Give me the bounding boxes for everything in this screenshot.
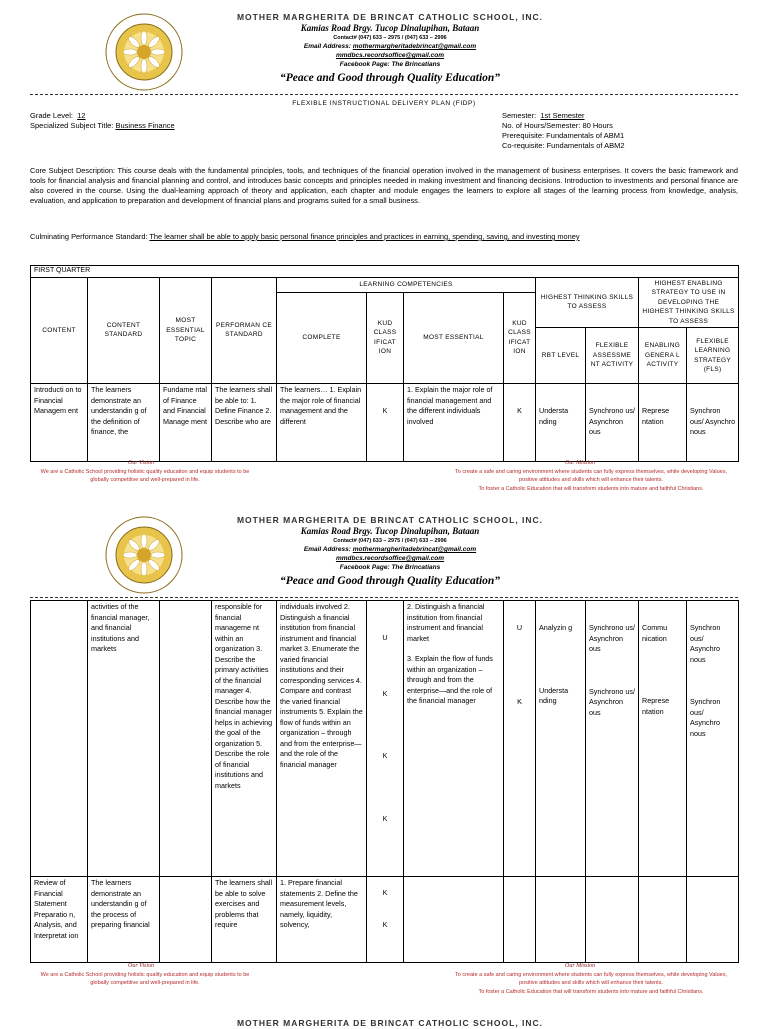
mission-text-2: To foster a Catholic Education that will transform students into mature and faithful Christians. (478, 486, 704, 492)
vision-text: We are a Catholic School providing holistic quality education and equip students to be globally competitive and well-prepared in life. (40, 972, 250, 986)
cell-content: Introducti on to Financial Managem ent (31, 384, 88, 462)
cell-content: Review of Financial Statement Preparatio n, Analysis, and Interpretat ion (31, 877, 88, 963)
cell-topic (160, 877, 212, 963)
table-row (31, 601, 739, 877)
mission-label: Our Mission (565, 963, 596, 969)
col-highest-enabling: HIGHEST ENABLING STRATEGY TO USE IN DEVELOPING THE HIGHEST THINKING SKILLS TO ASSESS (639, 277, 739, 328)
cell-assess: Synchrono us/ Asynchron ous Synchrono us/ Asynchron ous (586, 601, 639, 877)
cell-complete: The learners… 1. Explain the major role of financial management and the different (277, 384, 367, 462)
col-most-essential-topic: MOST ESSENTIAL TOPIC (160, 277, 212, 384)
cell-kud-1: K (367, 384, 404, 462)
cell-content-standard: activities of the financial manager, and financial institutions and markets (88, 601, 160, 877)
school-name: MOTHER MARGHERITA DE BRINCAT CATHOLIC SCHOOL, INC. (236, 515, 544, 525)
core-subject-description: Core Subject Description: This course deals with the fundamental principles, tools, and techniques of the financial operation involved in the management of business enterprises. It covers the basic framework and tools for financial analysis and financial planning and control, and introduces basic concepts and principles needed in making investment and financing decisions. Introduction to investments and personal finance are also covered in the course. Using the dual-learning approach of theory and application, each chapter and module engages the learners to explore all stages of the learning process from knowledge, analysis, evaluation, and application to preparation and development of financial plans and programs suited for a small business. (30, 166, 738, 205)
col-most-essential: MOST ESSENTIAL (404, 292, 504, 384)
fidp-table-page1 (30, 265, 739, 462)
cell-kud-2: U K (504, 601, 536, 877)
table-row (31, 877, 739, 963)
cell-enabling: Represe ntation (639, 384, 687, 462)
col-content: CONTENT (31, 277, 88, 384)
vision-text: We are a Catholic School providing holistic quality education and equip students to be globally competitive and well-prepared in life. (40, 469, 250, 483)
col-flexible-assessment: FLEXIBLE ASSESSME NT ACTIVITY (586, 328, 639, 384)
cell-kud-1: U K K K (367, 601, 404, 877)
cell-content-standard: The learners demonstrate an understandin g of the definition of finance, the (88, 384, 160, 462)
mission-text-1: To create a safe and caring environment where students can fully express themselves, while developing Values, positive attitudes and skills which will enhance their talents. (455, 469, 727, 483)
school-seal-icon (104, 12, 184, 92)
school-contact: Contact# (047) 633 – 2975 / (047) 633 – 2996 (333, 35, 447, 41)
school-name: MOTHER MARGHERITA DE BRINCAT CATHOLIC SCHOOL, INC. (236, 12, 544, 22)
header-divider (30, 597, 738, 598)
cell-enabling: Commu nication Represe ntation (639, 601, 687, 877)
page1-header (0, 0, 768, 96)
cell-performance: responsible for financial manageme nt within an organization 3. Describe the primary activities of the financial manager 4. Describe how the financial manager helps in achieving the goal of the organization 5. Describe the role of financial institutions and markets (212, 601, 277, 877)
facebook-page: Facebook Page: The Brincatians (339, 564, 441, 571)
school-name: MOTHER MARGHERITA DE BRINCAT CATHOLIC SCHOOL, INC. (236, 1018, 544, 1028)
hours-per-semester: No. of Hours/Semester: 80 Hours (502, 121, 613, 130)
cell-performance: The learners shall be able to solve exercises and problems that require (212, 877, 277, 963)
mission-text-1: To create a safe and caring environment where students can fully express themselves, while developing Values, positive attitudes and skills which will enhance their talents. (455, 972, 727, 986)
col-highest-thinking: HIGHEST THINKING SKILLS TO ASSESS (536, 277, 639, 328)
col-learning-competencies: LEARNING COMPETENCIES (277, 277, 536, 292)
col-flexible-learning: FLEXIBLE LEARNING STRATEGY (FLS) (687, 328, 739, 384)
col-performance-standard: PERFORMAN CE STANDARD (212, 277, 277, 384)
culminating-standard: Culminating Performance Standard: The learner shall be able to apply basic personal finance principles and practices in earning, spending, saving, and investing money (30, 232, 580, 241)
mission-label: Our Mission (565, 460, 596, 466)
cell-fls: Synchron ous/ Asynchro nous Synchron ous/ Asynchro nous (687, 601, 739, 877)
header-divider (30, 94, 738, 95)
cell-rbt: Understa nding (536, 384, 586, 462)
cell-topic (160, 601, 212, 877)
quarter-label: FIRST QUARTER (31, 266, 739, 278)
cell-kud-1: K K (367, 877, 404, 963)
cell-fls: Synchron ous/ Asynchro nous (687, 384, 739, 462)
mission-text-2: To foster a Catholic Education that will transform students into mature and faithful Christians. (478, 989, 704, 995)
grade-level: Grade Level: 12 (30, 111, 86, 120)
school-address: Kamias Road Brgy. Tucop Dinalupihan, Bataan (300, 23, 480, 33)
cell-assess: Synchrono us/ Asynchron ous (586, 384, 639, 462)
facebook-page: Facebook Page: The Brincatians (339, 61, 441, 68)
semester: Semester: 1st Semester (502, 111, 585, 120)
col-complete: COMPLETE (277, 292, 367, 384)
vision-label: Our Vision (128, 460, 155, 466)
col-rbt-level: RBT LEVEL (536, 328, 586, 384)
cell-rbt: Analyzin g Understa nding (536, 601, 586, 877)
school-seal-icon (104, 515, 184, 595)
cell-most-essential: 1. Explain the major role of financial management and the different individuals involved (404, 384, 504, 462)
email-link-1[interactable]: mothermargheritadebrincat@gmail.com (352, 546, 477, 553)
school-motto: “Peace and Good through Quality Education” (279, 575, 501, 587)
page2-header (0, 503, 768, 599)
fidp-table-page2 (30, 600, 739, 963)
email-link-2[interactable]: mmdbcs.recordsoffice@gmail.com (335, 52, 445, 59)
cell-topic: Fundame ntal of Finance and Financial Manage ment (160, 384, 212, 462)
col-content-standard: CONTENT STANDARD (88, 277, 160, 384)
document-title: FLEXIBLE INSTRUCTIONAL DELIVERY PLAN (FIDP) (292, 100, 476, 107)
cell-performance: The learners shall be able to: 1. Define Finance 2. Describe who are (212, 384, 277, 462)
subject-title: Specialized Subject Title: Business Finance (30, 121, 175, 130)
email-link-1[interactable]: mothermargheritadebrincat@gmail.com (352, 43, 477, 50)
school-email: Email Address: mothermargheritadebrincat@gmail.com (303, 43, 477, 50)
school-address: Kamias Road Brgy. Tucop Dinalupihan, Bataan (300, 526, 480, 536)
school-email: Email Address: mothermargheritadebrincat@gmail.com (303, 546, 477, 553)
cell-most-essential: 2. Distinguish a financial institution from financial instrument and financial market 3. Explain the flow of funds within an organization – through and from the enterprise—and the role of the financial manager (404, 601, 504, 877)
prerequisite: Prerequisite: Fundamentals of ABM1 (502, 131, 625, 140)
col-kud-2: KUD CLASS IFICAT ION (504, 292, 536, 384)
cell-content-standard: The learners demonstrate an understandin g of the process of preparing financial (88, 877, 160, 963)
vision-label: Our Vision (128, 963, 155, 969)
corequisite: Co-requisite: Fundamentals of ABM2 (502, 141, 625, 150)
school-contact: Contact# (047) 633 – 2975 / (047) 633 – 2996 (333, 538, 447, 544)
table-row (31, 384, 739, 462)
cell-kud-2: K (504, 384, 536, 462)
cell-complete: individuals involved 2. Distinguish a financial institution from financial instrument and financial market 3. Enumerate the varied financial institutions and their corresponding services 4. Compare and contrast the varied financial instruments 5. Explain the flow of funds within an organization – through and from the enterprise—and the role of the financial manager (277, 601, 367, 877)
school-motto: “Peace and Good through Quality Education” (279, 72, 501, 84)
col-kud-1: KUD CLASS IFICAT ION (367, 292, 404, 384)
cell-content (31, 601, 88, 877)
email-link-2[interactable]: mmdbcs.recordsoffice@gmail.com (335, 555, 445, 562)
cell-complete: 1. Prepare financial statements 2. Define the measurement levels, namely, liquidity, solvency, (277, 877, 367, 963)
col-enabling-general: ENABLING GENERA L ACTIVITY (639, 328, 687, 384)
